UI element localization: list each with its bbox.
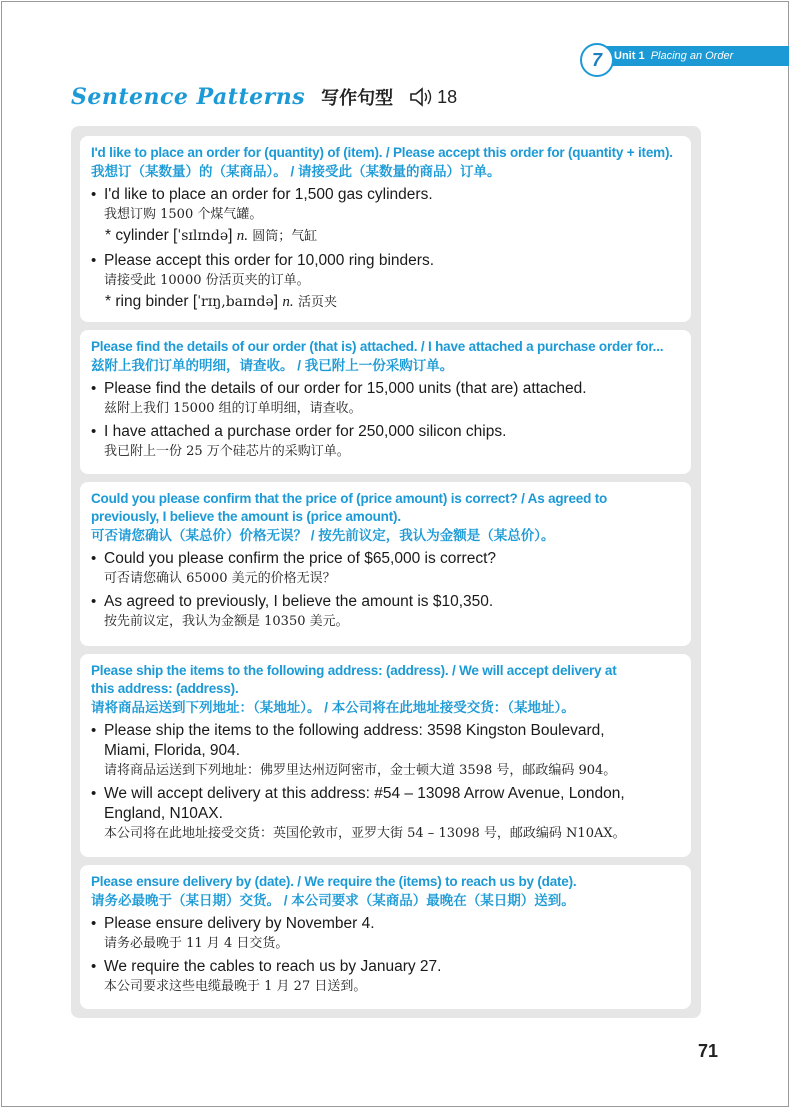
example-item bbox=[91, 422, 681, 462]
pattern-heading: Please find the details of our order (that is) attached. / I have attached a purchase order for... bbox=[91, 339, 664, 354]
pattern-heading: I'd like to place an order for (quantity) of (item). / Please accept this order for (quantity + item). bbox=[91, 145, 673, 160]
example-item bbox=[91, 251, 681, 314]
unit-title: Placing an Order bbox=[650, 50, 734, 62]
example-en: • Could you please confirm the price of $65,000 is correct? bbox=[104, 550, 497, 567]
pattern-heading-line-1: Please ship the items to the following address: (address). / We will accept delivery at bbox=[91, 663, 617, 678]
pattern-heading-line-2: this address: (address). bbox=[91, 681, 239, 696]
example-en: • We require the cables to reach us by January 27. bbox=[104, 958, 442, 975]
pattern-card-3 bbox=[80, 482, 691, 646]
example-en: • As agreed to previously, I believe the amount is $10,350. bbox=[104, 593, 494, 610]
example-zh: 我已附上一份 25 万个硅芯片的采购订单。 bbox=[104, 444, 350, 459]
example-en-line-2: England, N10AX. bbox=[104, 805, 223, 822]
pattern-card-1 bbox=[80, 136, 691, 322]
example-item bbox=[91, 185, 681, 248]
unit-number-badge: 7 bbox=[580, 43, 614, 77]
example-item bbox=[91, 549, 681, 589]
pattern-heading-zh: 请将商品运送到下列地址：（某地址）。 / 本公司将在此地址接受交货：（某地址）。 bbox=[91, 700, 575, 715]
pattern-heading-line-1: Could you please confirm that the price of (price amount) is correct? / As agreed to bbox=[91, 491, 608, 506]
example-item bbox=[91, 721, 681, 781]
pattern-card-5 bbox=[80, 865, 691, 1009]
example-en: • Please accept this order for 10,000 ring binders. bbox=[104, 252, 434, 269]
page-number: 71 bbox=[698, 1041, 719, 1061]
title-chinese: 写作句型 bbox=[321, 88, 394, 108]
vocab-note: * cylinder [ˈsɪlɪndə] n. 圆筒；气缸 bbox=[105, 227, 318, 244]
example-zh: 本公司将在此地址接受交货：英国伦敦市，亚罗大街 54 – 13098 号，邮政编码 N10AX。 bbox=[104, 826, 626, 841]
pattern-heading-zh: 我想订（某数量）的（某商品）。 / 请接受此（某数量的商品）订单。 bbox=[91, 164, 501, 179]
example-en: • Please ensure delivery by November 4. bbox=[104, 915, 375, 932]
example-zh: 按先前议定，我认为金额是 10350 美元。 bbox=[104, 614, 349, 629]
example-zh: 请将商品运送到下列地址：佛罗里达州迈阿密市，金士顿大道 3598 号，邮政编码 904。 bbox=[104, 763, 617, 778]
pattern-card-2 bbox=[80, 330, 691, 474]
example-item bbox=[91, 379, 681, 419]
pattern-heading: Please ensure delivery by (date). / We require the (items) to reach us by (date). bbox=[91, 874, 577, 889]
example-en: • I'd like to place an order for 1,500 gas cylinders. bbox=[104, 186, 433, 203]
example-en: • Please find the details of our order for 15,000 units (that are) attached. bbox=[104, 380, 587, 397]
title-english: Sentence Patterns bbox=[71, 84, 306, 110]
pattern-card-4 bbox=[80, 654, 691, 857]
pattern-heading-zh: 请务必最晚于（某日期）交货。 / 本公司要求（某商品）最晚在（某日期）送到。 bbox=[91, 893, 575, 908]
example-en-line-2: Miami, Florida, 904. bbox=[104, 742, 241, 759]
unit-label: Unit 1 bbox=[614, 50, 645, 62]
pattern-heading-line-2: previously, I believe the amount is (price amount). bbox=[91, 509, 401, 524]
pattern-heading-zh: 兹附上我们订单的明细，请查收。 / 我已附上一份采购订单。 bbox=[91, 358, 454, 373]
section-title bbox=[71, 80, 457, 114]
example-en: • I have attached a purchase order for 250,000 silicon chips. bbox=[104, 423, 507, 440]
example-item bbox=[91, 914, 681, 954]
example-item bbox=[91, 784, 681, 844]
example-en-line-1: • Please ship the items to the following address: 3598 Kingston Boulevard, bbox=[104, 722, 605, 739]
example-zh: 请务必最晚于 11 月 4 日交货。 bbox=[104, 936, 289, 951]
speaker-icon[interactable] bbox=[409, 86, 433, 108]
example-zh: 兹附上我们 15000 组的订单明细，请查收。 bbox=[104, 401, 362, 416]
audio-track-number: 18 bbox=[437, 86, 458, 107]
pattern-heading-zh: 可否请您确认（某总价）价格无误？ / 按先前议定，我认为金额是（某总价）。 bbox=[91, 528, 555, 543]
example-en-line-1: • We will accept delivery at this address: #54 – 13098 Arrow Avenue, London, bbox=[104, 785, 625, 802]
example-zh: 可否请您确认 65000 美元的价格无误？ bbox=[104, 571, 336, 586]
example-item bbox=[91, 592, 681, 632]
vocab-note: * ring binder [ˈrɪŋ,baɪndə] n. 活页夹 bbox=[105, 293, 337, 310]
unit-title-bar bbox=[596, 46, 789, 66]
example-zh: 我想订购 1500 个煤气罐。 bbox=[104, 207, 263, 222]
example-item bbox=[91, 957, 681, 997]
example-zh: 请接受此 10000 份活页夹的订单。 bbox=[104, 273, 310, 288]
example-zh: 本公司要求这些电缆最晚于 1 月 27 日送到。 bbox=[104, 979, 367, 994]
